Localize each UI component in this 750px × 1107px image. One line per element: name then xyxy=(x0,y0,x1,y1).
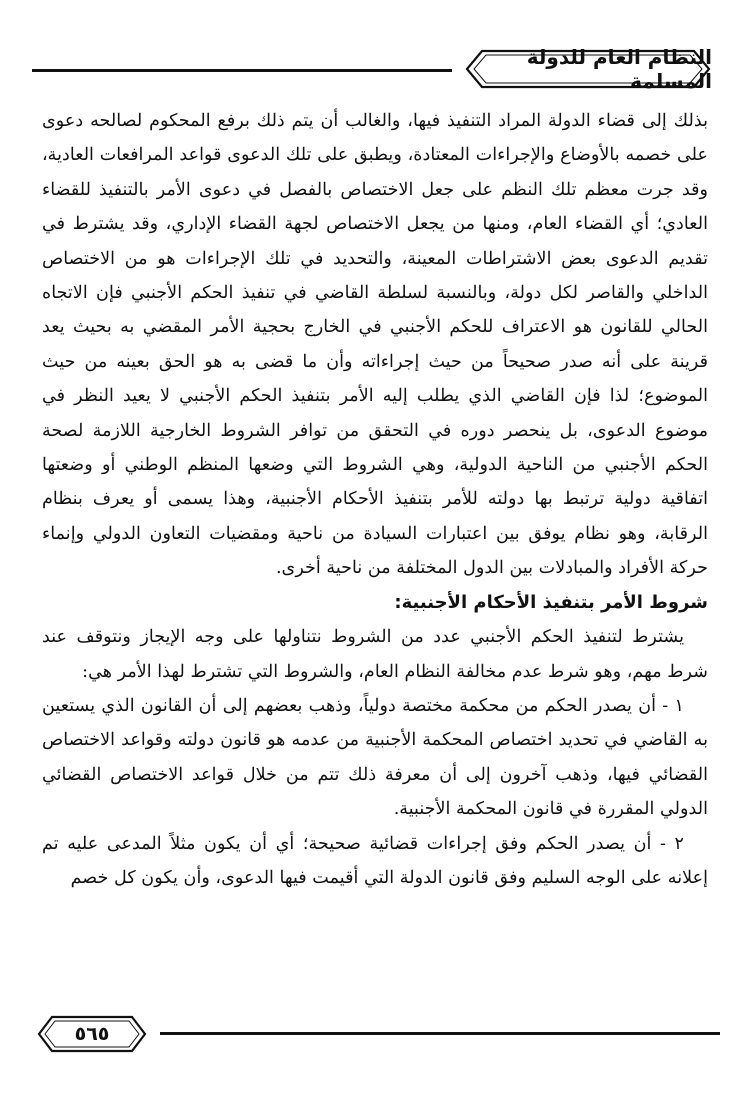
condition-item-1: ١ - أن يصدر الحكم من محكمة مختصة دولياً، وذهب بعضهم إلى أن القانون الذي يستعين به القاضي في تحديد اختصاص المحكمة الأجنبية من عدمه هو قانون دولته وقواعد الاختصاص القضائي فيها، وذهب آخرون إلى أن معرفة ذلك تتم من خلال قواعد الاختصاص القضائي الدولي المقررة في قانون المحكمة الأجنبية. xyxy=(42,695,708,820)
body-paragraph: بذلك إلى قضاء الدولة المراد التنفيذ فيها، والغالب أن يتم ذلك برفع المحكوم لصالحه دعوى على خصمه بالأوضاع والإجراءات المعتادة، ويطبق على تلك الدعوى قواعد المرافعات العادية، وقد جرت معظم تلك النظم على جعل الاختصاص بالفصل في دعوى الأمر بالتنفيذ للقضاء العادي؛ أي القضاء العام، ومنها من يجعل الاختصاص لجهة القضاء الإداري، وقد يشترط في تقديم الدعوى بعض الاشتراطات المعينة، والتحديد في تلك الإجراءات هو من الاختصاص الداخلي والقاصر لكل دولة، وبالنسبة لسلطة القاضي في تنفيذ الحكم الأجنبي فإن الاتجاه الحالي للقانون هو الاعتراف للحكم الأجنبي في الخارج بحجية الأمر المقضي به بحيث يعد قرينة على أنه صدر صحيحاً من حيث إجراءاته وأن ما قضى به هو الحق بعينه من حيث الموضوع؛ لذا فإن القاضي الذي يطلب إليه الأمر بتنفيذ الحكم الأجنبي لا يعيد النظر في موضوع الدعوى، بل ينحصر دوره في التحقق من توافر الشروط الخارجية اللازمة لصحة الحكم الأجنبي من الناحية الدولية، وهي الشروط التي وضعها المنظم الوطني أو وضعتها اتفاقية دولية ترتبط بها دولته للأمر بتنفيذ الأحكام الأجنبية، وهذا يسمى أو يعرف بنظام الرقابة، وهو نظام يوفق بين اعتبارات السيادة من ناحية ومقضيات التعاون الدولي وإنماء حركة الأفراد والمبادلات بين الدول المختلفة من ناحية أخرى. xyxy=(42,111,708,579)
header-title-badge xyxy=(464,45,712,93)
body-paragraph: يشترط لتنفيذ الحكم الأجنبي عدد من الشروط نتناولها على وجه الإيجاز ونتوقف عند شرط مهم، وهو شرط عدم مخالفة النظام العام، والشروط التي تشترط لهذا الأمر هي: xyxy=(42,627,708,682)
header-rule xyxy=(32,69,452,72)
footer-rule xyxy=(160,1032,720,1035)
running-header xyxy=(32,42,712,98)
page-footer xyxy=(30,1012,720,1056)
condition-item-2: ٢ - أن يصدر الحكم وفق إجراءات قضائية صحيحة؛ أي أن يكون مثلاً المدعى عليه تم إعلانه على الوجه السليم وفق قانون الدولة التي أقيمت فيها الدعوى، وأن يكون كل خصم xyxy=(42,833,708,888)
page-number: ٥٦٥ xyxy=(74,1023,110,1045)
page-body xyxy=(42,104,708,895)
section-heading: شروط الأمر بتنفيذ الأحكام الأجنبية: xyxy=(394,591,708,613)
page-number-badge xyxy=(36,1014,148,1054)
running-title: النظام العام للدولة المسلمة xyxy=(526,45,712,93)
